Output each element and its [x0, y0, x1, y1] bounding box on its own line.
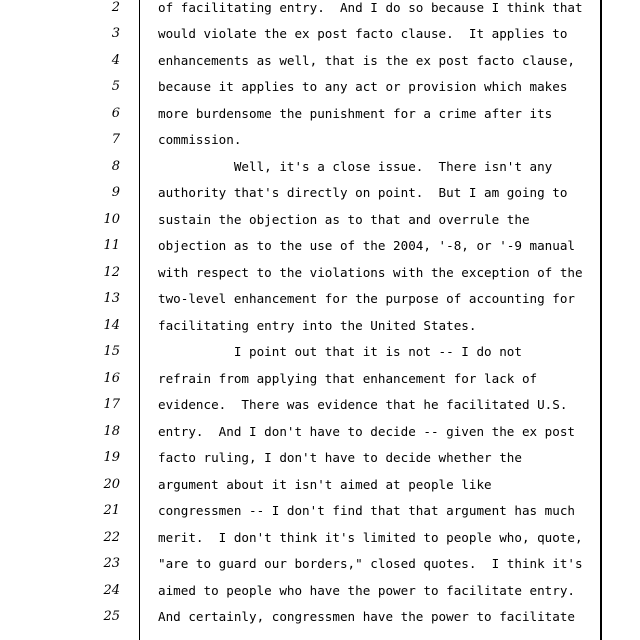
line-number: 13	[103, 291, 120, 306]
line-text: facto ruling, I don't have to decide whether the	[158, 450, 522, 465]
line-text: enhancements as well, that is the ex post facto clause,	[158, 53, 576, 68]
line-text: because it applies to any act or provision which makes	[158, 79, 568, 94]
line-text: objection as to the use of the 2004, '-8, or '-9 manual	[158, 238, 576, 253]
line-text: sustain the objection as to that and overrule the	[158, 212, 530, 227]
line-text: And certainly, congressmen have the power to facilitate	[158, 609, 576, 624]
line-text: I point out that it is not -- I do not	[158, 344, 522, 359]
left-margin-rule	[139, 0, 140, 640]
line-number: 21	[103, 503, 120, 518]
line-number: 6	[111, 106, 120, 121]
line-number: 9	[111, 185, 120, 200]
line-text: with respect to the violations with the exception of the	[158, 265, 583, 280]
line-text: merit. I don't think it's limited to people who, quote,	[158, 530, 583, 545]
line-number: 20	[103, 477, 120, 492]
line-number: 24	[103, 583, 120, 598]
line-text: refrain from applying that enhancement for lack of	[158, 371, 538, 386]
line-number: 8	[111, 159, 120, 174]
line-number: 17	[103, 397, 120, 412]
line-number: 18	[103, 424, 120, 439]
line-number: 19	[103, 450, 120, 465]
right-margin-rule	[600, 0, 602, 640]
line-number: 15	[103, 344, 120, 359]
line-text: more burdensome the punishment for a crime after its	[158, 106, 553, 121]
line-text: would violate the ex post facto clause. It applies to	[158, 26, 568, 41]
line-number: 5	[111, 79, 120, 94]
line-text: authority that's directly on point. But I am going to	[158, 185, 568, 200]
line-number: 12	[103, 265, 120, 280]
line-number: 3	[111, 26, 120, 41]
line-number: 2	[111, 0, 120, 15]
line-number: 4	[111, 53, 120, 68]
line-text: aimed to people who have the power to facilitate entry.	[158, 583, 576, 598]
line-number: 25	[103, 609, 120, 624]
line-number: 7	[111, 132, 120, 147]
line-number: 11	[103, 238, 120, 253]
line-number: 16	[103, 371, 120, 386]
line-text: congressmen -- I don't find that that argument has much	[158, 503, 576, 518]
line-text: argument about it isn't aimed at people like	[158, 477, 492, 492]
line-number: 10	[103, 212, 120, 227]
line-text: Well, it's a close issue. There isn't any	[158, 159, 553, 174]
line-text: entry. And I don't have to decide -- given the ex post	[158, 424, 576, 439]
line-text: of facilitating entry. And I do so because I think that	[158, 0, 583, 15]
line-text: evidence. There was evidence that he facilitated U.S.	[158, 397, 568, 412]
line-number: 14	[103, 318, 120, 333]
line-number: 23	[103, 556, 120, 571]
line-text: commission.	[158, 132, 242, 147]
line-text: facilitating entry into the United States.	[158, 318, 477, 333]
line-text: two-level enhancement for the purpose of accounting for	[158, 291, 576, 306]
line-text: "are to guard our borders," closed quotes. I think it's	[158, 556, 583, 571]
line-number: 22	[103, 530, 120, 545]
